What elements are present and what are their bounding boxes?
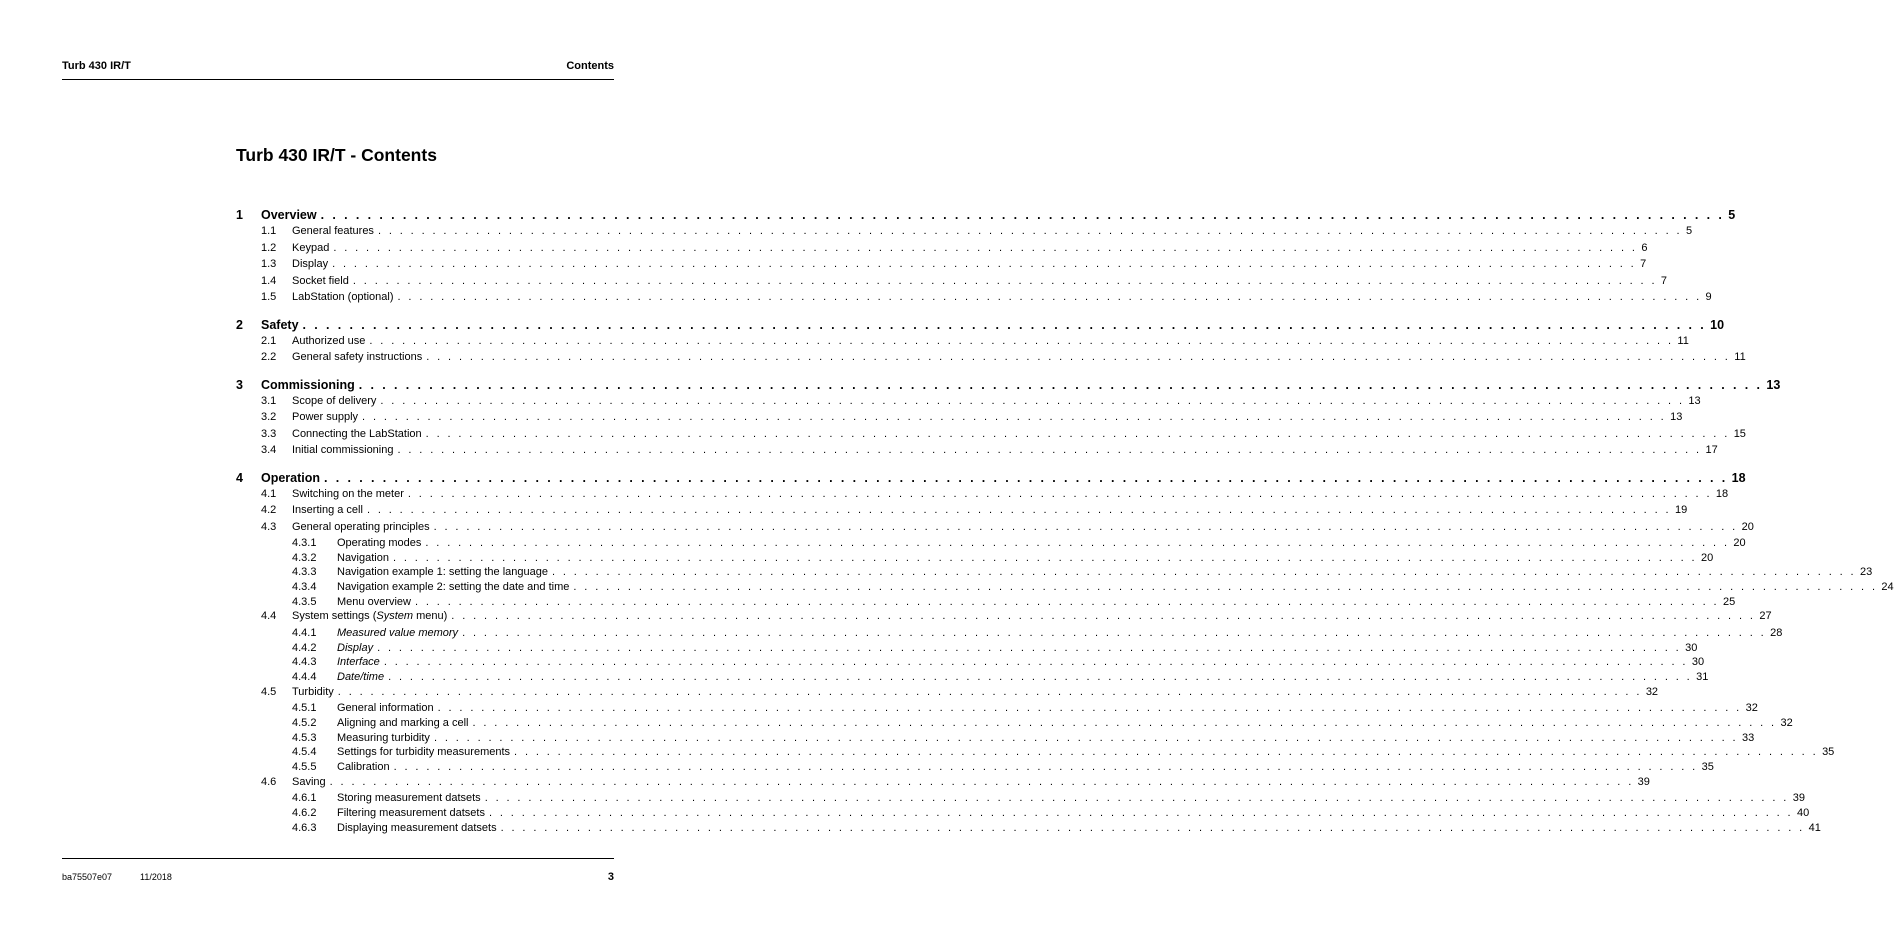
toc-entry-level-3[interactable] xyxy=(236,626,1783,642)
toc-entry-number: 4.4.3 xyxy=(292,656,317,669)
toc-dot-leader: . . . . . . . . . . . . . . . . . . . . . . . . . . . . . . . . . . . . . . . . . . . . . . . . . . . . . . . . . . . . . . . . . . . . . . . . . . . . . . . . . . . . . . . . . . . . . . . . . . . . . . . . . . . . . . . . . . . . . . . . xyxy=(425,427,1730,440)
toc-entry-level-3[interactable] xyxy=(236,641,1698,657)
footer-rule xyxy=(62,858,614,859)
toc-entry-number: 4.5.2 xyxy=(292,716,317,729)
toc-entry-page: 13 xyxy=(1684,395,1700,407)
toc-entry-page: 9 xyxy=(1702,291,1712,303)
toc-entry-level-2[interactable] xyxy=(236,291,1712,308)
toc-entry-level-2[interactable] xyxy=(236,444,1718,461)
toc-dot-leader: . . . . . . . . . . . . . . . . . . . . . . . . . . . . . . . . . . . . . . . . . . . . . . . . . . . . . . . . . . . . . . . . . . . . . . . . . . . . . . . . . . . . . . . . . . . . . . . . . . . . . . . . . . . . . . . . . . . . . . . . xyxy=(369,334,1674,347)
toc-entry-number: 2.1 xyxy=(261,334,277,347)
toc-entry-page: 7 xyxy=(1657,275,1667,287)
toc-dot-leader: . . . . . . . . . . . . . . . . . . . . . . . . . . . . . . . . . . . . . . . . . . . . . . . . . . . . . . . . . . . . . . . . . . . . . . . . . . . . . . . . . . . . . . . . . . . . . . . . . . . . . . . . . . . . . . . . . . . . . . . . xyxy=(472,716,1777,729)
toc-entry-title-italic: Display xyxy=(337,641,374,654)
toc-entry-page: 31 xyxy=(1692,671,1708,683)
toc-entry-level-2[interactable] xyxy=(236,487,1729,505)
toc-entry-page: 39 xyxy=(1789,792,1805,804)
toc-entry-level-2[interactable] xyxy=(236,225,1693,242)
toc-entry-page: 33 xyxy=(1738,732,1754,744)
header-section-title: Contents xyxy=(566,60,614,72)
section-gap xyxy=(236,461,614,471)
toc-entry-number: 4.4.2 xyxy=(292,641,317,654)
toc-entry-title xyxy=(337,627,462,639)
toc-entry-title: Connecting the LabStation xyxy=(292,428,426,440)
toc-dot-leader: . . . . . . . . . . . . . . . . . . . . . . . . . . . . . . . . . . . . . . . . . . . . . . . . . . . . . . . . . . . . . . . . . . . . . . . . . . . . . . . . . . . . . . . . . . . . . . . . . . . . . . . . . . . . . . . . . . . . . . . . xyxy=(302,317,1707,332)
toc-entry-title-italic: Measured value memory xyxy=(337,626,459,639)
toc-entry-level-2[interactable] xyxy=(236,610,1772,627)
toc-entry-title: Settings for turbidity measurements xyxy=(337,746,514,758)
toc-dot-leader: . . . . . . . . . . . . . . . . . . . . . . . . . . . . . . . . . . . . . . . . . . . . . . . . . . . . . . . . . . . . . . . . . . . . . . . . . . . . . . . . . . . . . . . . . . . . . . . . . . . . . . . . . . . . . . . . . . . . . . . . xyxy=(392,551,1698,564)
toc-entry-level-2[interactable] xyxy=(236,274,1668,292)
toc-entry-number: 2 xyxy=(236,317,243,332)
toc-entry-page: 11 xyxy=(1730,351,1745,363)
toc-entry-level-3[interactable] xyxy=(236,792,1805,807)
toc-entry-number: 4.3 xyxy=(261,520,277,533)
toc-entry-title xyxy=(292,610,451,622)
toc-entry-number: 4.3.5 xyxy=(292,595,317,608)
toc-dot-leader: . . . . . . . . . . . . . . . . . . . . . . . . . . . . . . . . . . . . . . . . . . . . . . . . . . . . . . . . . . . . . . . . . . . . . . . . . . . . . . . . . . . . . . . . . . . . . . . . . . . . . . . . . . . . . . . . . . . . . . . . xyxy=(426,351,1731,363)
toc-entry-title: General information xyxy=(337,702,438,714)
toc-entry-level-2[interactable] xyxy=(236,520,1754,538)
toc-dot-leader: . . . . . . . . . . . . . . . . . . . . . . . . . . . . . . . . . . . . . . . . . . . . . . . . . . . . . . . . . . . . . . . . . . . . . . . . . . . . . . . . . . . . . . . . . . . . . . . . . . . . . . . . . . . . . . . . . . . . . . . . xyxy=(484,792,1789,805)
toc-dot-leader: . . . . . . . . . . . . . . . . . . . . . . . . . . . . . . . . . . . . . . . . . . . . . . . . . . . . . . . . . . . . . . . . . . . . . . . . . . . . . . . . . . . . . . . . . . . . . . . . . . . . . . . . . . . . . . . . . . . . . . . . xyxy=(352,274,1657,287)
toc-entry-title xyxy=(337,671,388,683)
toc-dot-leader: . . . . . . . . . . . . . . . . . . . . . . . . . . . . . . . . . . . . . . . . . . . . . . . . . . . . . . . . . . . . . . . . . . . . . . . . . . . . . . . . . . . . . . . . . . . . . . . . . . . . . . . . . . . . . . . . . . . . . . . . xyxy=(320,208,1725,222)
toc-entry-number: 4.3.4 xyxy=(292,581,317,594)
toc-entry-page: 25 xyxy=(1719,596,1735,608)
toc-entry-level-3[interactable] xyxy=(236,806,1810,822)
toc-entry-page: 19 xyxy=(1671,504,1687,516)
toc-entry-level-3[interactable] xyxy=(236,731,1755,747)
header-doc-title: Turb 430 IR/T xyxy=(62,60,131,72)
toc-entry-number: 1.4 xyxy=(261,274,277,287)
toc-dot-leader: . . . . . . . . . . . . . . . . . . . . . . . . . . . . . . . . . . . . . . . . . . . . . . . . . . . . . . . . . . . . . . . . . . . . . . . . . . . . . . . . . . . . . . . . . . . . . . . . . . . . . . . . . . . . . . . . . . . . . . . . xyxy=(407,487,1712,500)
toc-entry-page: 30 xyxy=(1681,642,1697,654)
toc-dot-leader: . . . . . . . . . . . . . . . . . . . . . . . . . . . . . . . . . . . . . . . . . . . . . . . . . . . . . . . . . . . . . . . . . . . . . . . . . . . . . . . . . . . . . . . . . . . . . . . . . . . . . . . . . . . . . . . . . . . . . . . . xyxy=(358,377,1763,392)
toc-entry-page: 10 xyxy=(1706,318,1724,332)
toc-entry-page: 35 xyxy=(1698,761,1714,773)
toc-entry-number: 4 xyxy=(236,470,243,485)
toc-entry-page: 15 xyxy=(1730,428,1746,440)
toc-entry-page: 7 xyxy=(1636,258,1646,270)
toc-entry-page: 17 xyxy=(1702,444,1718,456)
toc-entry-page: 18 xyxy=(1728,471,1746,485)
toc-entry-title: Commissioning xyxy=(261,378,359,392)
toc-entry-title: Aligning and marking a cell xyxy=(337,717,472,729)
toc-dot-leader: . . . . . . . . . . . . . . . . . . . . . . . . . . . . . . . . . . . . . . . . . . . . . . . . . . . . . . . . . . . . . . . . . . . . . . . . . . . . . . . . . . . . . . . . . . . . . . . . . . . . . . . . . . . . . . . . . . . . . . . . xyxy=(433,731,1738,744)
toc-entry-page: 5 xyxy=(1724,208,1735,222)
toc-entry-title: Operation xyxy=(261,471,324,485)
toc-entry-number: 2.2 xyxy=(261,351,277,363)
toc-dot-leader: . . . . . . . . . . . . . . . . . . . . . . . . . . . . . . . . . . . . . . . . . . . . . . . . . . . . . . . . . . . . . . . . . . . . . . . . . . . . . . . . . . . . . . . . . . . . . . . . . . . . . . . . . . . . . . . . . . . . . . . . xyxy=(377,641,1682,654)
toc-dot-leader: . . . . . . . . . . . . . . . . . . . . . . . . . . . . . . . . . . . . . . . . . . . . . . . . . . . . . . . . . . . . . . . . . . . . . . . . . . . . . . . . . . . . . . . . . . . . . . . . . . . . . . . . . . . . . . . . . . . . . . . . xyxy=(500,821,1805,834)
toc-entry-title-part: menu) xyxy=(413,610,448,623)
toc-entry-page: 28 xyxy=(1766,627,1782,639)
toc-entry-title: Keypad xyxy=(292,242,333,254)
toc-entry-level-2[interactable] xyxy=(236,351,1746,368)
toc-entry-page: 39 xyxy=(1634,776,1650,788)
toc-entry-number: 4.3.3 xyxy=(292,566,317,579)
toc-entry-number: 3 xyxy=(236,377,243,392)
toc-entry-number: 4.2 xyxy=(261,504,277,516)
toc-entry-level-2[interactable] xyxy=(236,241,1648,259)
toc-dot-leader: . . . . . . . . . . . . . . . . . . . . . . . . . . . . . . . . . . . . . . . . . . . . . . . . . . . . . . . . . . . . . . . . . . . . . . . . . . . . . . . . . . . . . . . . . . . . . . . . . . . . . . . . . . . . . . . . . . . . . . . . xyxy=(551,566,1857,579)
toc-dot-leader: . . . . . . . . . . . . . . . . . . . . . . . . . . . . . . . . . . . . . . . . . . . . . . . . . . . . . . . . . . . . . . . . . . . . . . . . . . . . . . . . . . . . . . . . . . . . . . . . . . . . . . . . . . . . . . . . . . . . . . . . xyxy=(514,746,1819,759)
toc-entry-title: General safety instructions xyxy=(292,351,426,363)
toc-entry-page: 20 xyxy=(1697,552,1713,564)
toc-entry-page: 32 xyxy=(1742,702,1758,714)
toc-entry-title: Measuring turbidity xyxy=(337,732,434,744)
toc-entry-number: 4.3.2 xyxy=(292,551,317,564)
toc-entry-title: Power supply xyxy=(292,411,362,423)
toc-entry-number: 4.6.2 xyxy=(292,806,317,819)
toc-entry-number: 3.3 xyxy=(261,427,277,440)
toc-entry-page: 35 xyxy=(1818,746,1834,758)
toc-entry-title: Socket field xyxy=(292,275,353,287)
toc-entry-title-italic: Interface xyxy=(337,656,380,669)
toc-entry-number: 4.1 xyxy=(261,487,277,500)
toc-entry-number: 4.3.1 xyxy=(292,537,317,549)
toc-dot-leader: . . . . . . . . . . . . . . . . . . . . . . . . . . . . . . . . . . . . . . . . . . . . . . . . . . . . . . . . . . . . . . . . . . . . . . . . . . . . . . . . . . . . . . . . . . . . . . . . . . . . . . . . . . . . . . . . . . . . . . . . xyxy=(337,685,1642,698)
toc-entry-number: 3.2 xyxy=(261,411,277,423)
toc-entry-level-3[interactable] xyxy=(236,746,1835,761)
toc-entry-title: General features xyxy=(292,225,378,237)
toc-entry-page: 32 xyxy=(1642,686,1658,698)
toc-dot-leader: . . . . . . . . . . . . . . . . . . . . . . . . . . . . . . . . . . . . . . . . . . . . . . . . . . . . . . . . . . . . . . . . . . . . . . . . . . . . . . . . . . . . . . . . . . . . . . . . . . . . . . . . . . . . . . . . . . . . . . . . xyxy=(377,225,1682,237)
toc-dot-leader: . . . . . . . . . . . . . . . . . . . . . . . . . . . . . . . . . . . . . . . . . . . . . . . . . . . . . . . . . . . . . . . . . . . . . . . . . . . . . . . . . . . . . . . . . . . . . . . . . . . . . . . . . . . . . . . . . . . . . . . . xyxy=(329,775,1634,788)
toc-dot-leader: . . . . . . . . . . . . . . . . . . . . . . . . . . . . . . . . . . . . . . . . . . . . . . . . . . . . . . . . . . . . . . . . . . . . . . . . . . . . . . . . . . . . . . . . . . . . . . . . . . . . . . . . . . . . . . . . . . . . . . . . xyxy=(397,291,1702,303)
toc-entry-page: 18 xyxy=(1712,488,1728,500)
toc-dot-leader: . . . . . . . . . . . . . . . . . . . . . . . . . . . . . . . . . . . . . . . . . . . . . . . . . . . . . . . . . . . . . . . . . . . . . . . . . . . . . . . . . . . . . . . . . . . . . . . . . . . . . . . . . . . . . . . . . . . . . . . . xyxy=(433,520,1738,533)
toc-dot-leader: . . . . . . . . . . . . . . . . . . . . . . . . . . . . . . . . . . . . . . . . . . . . . . . . . . . . . . . . . . . . . . . . . . . . . . . . . . . . . . . . . . . . . . . . . . . . . . . . . . . . . . . . . . . . . . . . . . . . . . . . xyxy=(462,626,1767,639)
toc-entry-level-3[interactable] xyxy=(236,671,1709,686)
toc-entry-level-2[interactable] xyxy=(236,411,1683,428)
toc-entry-title: Menu overview xyxy=(337,596,415,608)
toc-dot-leader: . . . . . . . . . . . . . . . . . . . . . . . . . . . . . . . . . . . . . . . . . . . . . . . . . . . . . . . . . . . . . . . . . . . . . . . . . . . . . . . . . . . . . . . . . . . . . . . . . . . . . . . . . . . . . . . . . . . . . . . . xyxy=(451,610,1756,623)
toc-entry-number: 4.4.4 xyxy=(292,671,317,683)
toc-entry-page: 13 xyxy=(1666,411,1682,423)
toc-entry-page: 30 xyxy=(1688,656,1704,668)
toc-entry-number: 4.5 xyxy=(261,685,277,698)
page-number: 3 xyxy=(607,871,614,883)
toc-entry-title: Navigation example 1: setting the language xyxy=(337,566,552,578)
toc-entry-page: 40 xyxy=(1793,807,1809,819)
toc-entry-title xyxy=(337,656,384,668)
footer-doc-number: ba75507e07 xyxy=(62,872,113,882)
toc-entry-title: Displaying measurement datsets xyxy=(337,822,501,834)
toc-entry-title: Display xyxy=(292,258,332,270)
toc-dot-leader: . . . . . . . . . . . . . . . . . . . . . . . . . . . . . . . . . . . . . . . . . . . . . . . . . . . . . . . . . . . . . . . . . . . . . . . . . . . . . . . . . . . . . . . . . . . . . . . . . . . . . . . . . . . . . . . . . . . . . . . . xyxy=(573,581,1878,594)
toc-entry-title: Navigation xyxy=(337,552,393,564)
toc-entry-number: 1 xyxy=(236,208,243,222)
toc-entry-level-3[interactable] xyxy=(236,760,1714,776)
toc-entry-title: Authorized use xyxy=(292,335,369,347)
toc-entry-level-1[interactable] xyxy=(236,208,1736,225)
toc-entry-number: 1.3 xyxy=(261,258,277,270)
toc-entry-level-2[interactable] xyxy=(236,685,1659,703)
toc-entry-title: Calibration xyxy=(337,761,394,773)
toc-dot-leader: . . . . . . . . . . . . . . . . . . . . . . . . . . . . . . . . . . . . . . . . . . . . . . . . . . . . . . . . . . . . . . . . . . . . . . . . . . . . . . . . . . . . . . . . . . . . . . . . . . . . . . . . . . . . . . . . . . . . . . . . xyxy=(425,537,1730,549)
toc-entry-level-2[interactable] xyxy=(236,427,1746,445)
toc-dot-leader: . . . . . . . . . . . . . . . . . . . . . . . . . . . . . . . . . . . . . . . . . . . . . . . . . . . . . . . . . . . . . . . . . . . . . . . . . . . . . . . . . . . . . . . . . . . . . . . . . . . . . . . . . . . . . . . . . . . . . . . . xyxy=(362,411,1667,423)
toc-entry-level-3[interactable] xyxy=(236,716,1793,732)
table-of-contents xyxy=(236,208,1894,836)
toc-entry-title-italic: Date/time xyxy=(337,671,385,683)
toc-dot-leader: . . . . . . . . . . . . . . . . . . . . . . . . . . . . . . . . . . . . . . . . . . . . . . . . . . . . . . . . . . . . . . . . . . . . . . . . . . . . . . . . . . . . . . . . . . . . . . . . . . . . . . . . . . . . . . . . . . . . . . . . xyxy=(383,656,1688,669)
toc-entry-title: Operating modes xyxy=(337,537,425,549)
toc-entry-level-1[interactable] xyxy=(236,470,1746,488)
header-rule xyxy=(62,79,614,80)
section-gap xyxy=(236,368,614,378)
toc-entry-title: Filtering measurement datsets xyxy=(337,807,489,819)
toc-entry-title-part: System settings ( xyxy=(292,610,377,623)
toc-entry-level-3[interactable] xyxy=(236,821,1821,837)
toc-entry-number: 3.4 xyxy=(261,444,277,456)
toc-dot-leader: . . . . . . . . . . . . . . . . . . . . . . . . . . . . . . . . . . . . . . . . . . . . . . . . . . . . . . . . . . . . . . . . . . . . . . . . . . . . . . . . . . . . . . . . . . . . . . . . . . . . . . . . . . . . . . . . . . . . . . . . xyxy=(393,760,1698,773)
toc-dot-leader: . . . . . . . . . . . . . . . . . . . . . . . . . . . . . . . . . . . . . . . . . . . . . . . . . . . . . . . . . . . . . . . . . . . . . . . . . . . . . . . . . . . . . . . . . . . . . . . . . . . . . . . . . . . . . . . . . . . . . . . . xyxy=(324,470,1728,485)
toc-dot-leader: . . . . . . . . . . . . . . . . . . . . . . . . . . . . . . . . . . . . . . . . . . . . . . . . . . . . . . . . . . . . . . . . . . . . . . . . . . . . . . . . . . . . . . . . . . . . . . . . . . . . . . . . . . . . . . . . . . . . . . . . xyxy=(388,671,1693,683)
toc-entry-level-3[interactable] xyxy=(236,702,1758,717)
toc-entry-level-2[interactable] xyxy=(236,504,1688,521)
toc-entry-page: 5 xyxy=(1682,225,1692,237)
toc-entry-number: 1.1 xyxy=(261,225,277,237)
toc-entry-page: 23 xyxy=(1856,566,1872,578)
toc-entry-number: 4.5.3 xyxy=(292,731,317,744)
toc-entry-title: Initial commissioning xyxy=(292,444,397,456)
toc-entry-level-1[interactable] xyxy=(236,377,1781,395)
toc-entry-page: 6 xyxy=(1637,242,1647,254)
toc-entry-level-3[interactable] xyxy=(236,551,1714,567)
page-title: Turb 430 IR/T - Contents xyxy=(236,145,437,165)
toc-entry-title: Scope of delivery xyxy=(292,395,380,407)
toc-dot-leader: . . . . . . . . . . . . . . . . . . . . . . . . . . . . . . . . . . . . . . . . . . . . . . . . . . . . . . . . . . . . . . . . . . . . . . . . . . . . . . . . . . . . . . . . . . . . . . . . . . . . . . . . . . . . . . . . . . . . . . . . xyxy=(437,702,1742,715)
toc-dot-leader: . . . . . . . . . . . . . . . . . . . . . . . . . . . . . . . . . . . . . . . . . . . . . . . . . . . . . . . . . . . . . . . . . . . . . . . . . . . . . . . . . . . . . . . . . . . . . . . . . . . . . . . . . . . . . . . . . . . . . . . . xyxy=(488,806,1793,819)
toc-entry-level-2[interactable] xyxy=(236,258,1647,275)
toc-entry-title: Safety xyxy=(261,318,303,332)
toc-entry-title: General operating principles xyxy=(292,521,434,533)
toc-entry-level-3[interactable] xyxy=(236,537,1746,552)
toc-entry-title: Turbidity xyxy=(292,686,338,698)
toc-entry-number: 4.6 xyxy=(261,775,277,788)
toc-entry-number: 4.5.5 xyxy=(292,760,317,773)
toc-entry-level-3[interactable] xyxy=(236,581,1894,596)
toc-dot-leader: . . . . . . . . . . . . . . . . . . . . . . . . . . . . . . . . . . . . . . . . . . . . . . . . . . . . . . . . . . . . . . . . . . . . . . . . . . . . . . . . . . . . . . . . . . . . . . . . . . . . . . . . . . . . . . . . . . . . . . . . xyxy=(333,241,1638,254)
toc-entry-number: 3.1 xyxy=(261,394,277,407)
footer-date: 11/2018 xyxy=(140,872,172,882)
toc-dot-leader: . . . . . . . . . . . . . . . . . . . . . . . . . . . . . . . . . . . . . . . . . . . . . . . . . . . . . . . . . . . . . . . . . . . . . . . . . . . . . . . . . . . . . . . . . . . . . . . . . . . . . . . . . . . . . . . . . . . . . . . . xyxy=(397,444,1702,456)
toc-dot-leader: . . . . . . . . . . . . . . . . . . . . . . . . . . . . . . . . . . . . . . . . . . . . . . . . . . . . . . . . . . . . . . . . . . . . . . . . . . . . . . . . . . . . . . . . . . . . . . . . . . . . . . . . . . . . . . . . . . . . . . . . xyxy=(414,595,1720,608)
toc-entry-level-2[interactable] xyxy=(236,394,1701,412)
toc-entry-number: 1.5 xyxy=(261,291,277,303)
toc-entry-level-1[interactable] xyxy=(236,317,1725,335)
toc-entry-page: 32 xyxy=(1777,717,1793,729)
toc-entry-level-3[interactable] xyxy=(236,656,1705,671)
toc-entry-title: Switching on the meter xyxy=(292,488,408,500)
toc-entry-title: LabStation (optional) xyxy=(292,291,398,303)
toc-entry-title: Overview xyxy=(261,208,321,222)
toc-entry-number: 4.5.4 xyxy=(292,746,317,759)
toc-entry-title: Navigation example 2: setting the date and time xyxy=(337,581,573,593)
toc-entry-number: 4.4 xyxy=(261,610,277,623)
toc-entry-page: 20 xyxy=(1738,521,1754,533)
toc-dot-leader: . . . . . . . . . . . . . . . . . . . . . . . . . . . . . . . . . . . . . . . . . . . . . . . . . . . . . . . . . . . . . . . . . . . . . . . . . . . . . . . . . . . . . . . . . . . . . . . . . . . . . . . . . . . . . . . . . . . . . . . . xyxy=(332,258,1637,270)
toc-entry-number: 1.2 xyxy=(261,241,277,254)
toc-entry-title: Storing measurement datsets xyxy=(337,792,485,804)
toc-entry-title: Saving xyxy=(292,776,330,788)
toc-entry-number: 4.5.1 xyxy=(292,702,317,715)
toc-entry-page: 27 xyxy=(1755,610,1771,622)
toc-entry-level-3[interactable] xyxy=(236,595,1736,611)
toc-entry-page: 11 xyxy=(1673,335,1688,347)
toc-entry-title xyxy=(337,642,377,654)
section-gap xyxy=(236,308,614,318)
toc-dot-leader: . . . . . . . . . . . . . . . . . . . . . . . . . . . . . . . . . . . . . . . . . . . . . . . . . . . . . . . . . . . . . . . . . . . . . . . . . . . . . . . . . . . . . . . . . . . . . . . . . . . . . . . . . . . . . . . . . . . . . . . . xyxy=(366,504,1671,516)
toc-entry-level-3[interactable] xyxy=(236,566,1873,581)
toc-entry-number: 4.6.1 xyxy=(292,792,317,805)
toc-entry-page: 41 xyxy=(1805,822,1821,834)
toc-entry-page: 13 xyxy=(1762,378,1780,392)
toc-entry-page: 20 xyxy=(1729,537,1745,549)
toc-entry-title: Inserting a cell xyxy=(292,504,367,516)
toc-entry-title-italic: System xyxy=(376,610,414,623)
toc-entry-page: 24 xyxy=(1877,581,1893,593)
toc-entry-level-2[interactable] xyxy=(236,334,1689,352)
toc-entry-level-2[interactable] xyxy=(236,775,1650,793)
toc-entry-number: 4.4.1 xyxy=(292,626,317,639)
toc-entry-number: 4.6.3 xyxy=(292,821,317,834)
toc-dot-leader: . . . . . . . . . . . . . . . . . . . . . . . . . . . . . . . . . . . . . . . . . . . . . . . . . . . . . . . . . . . . . . . . . . . . . . . . . . . . . . . . . . . . . . . . . . . . . . . . . . . . . . . . . . . . . . . . . . . . . . . . xyxy=(380,394,1685,407)
